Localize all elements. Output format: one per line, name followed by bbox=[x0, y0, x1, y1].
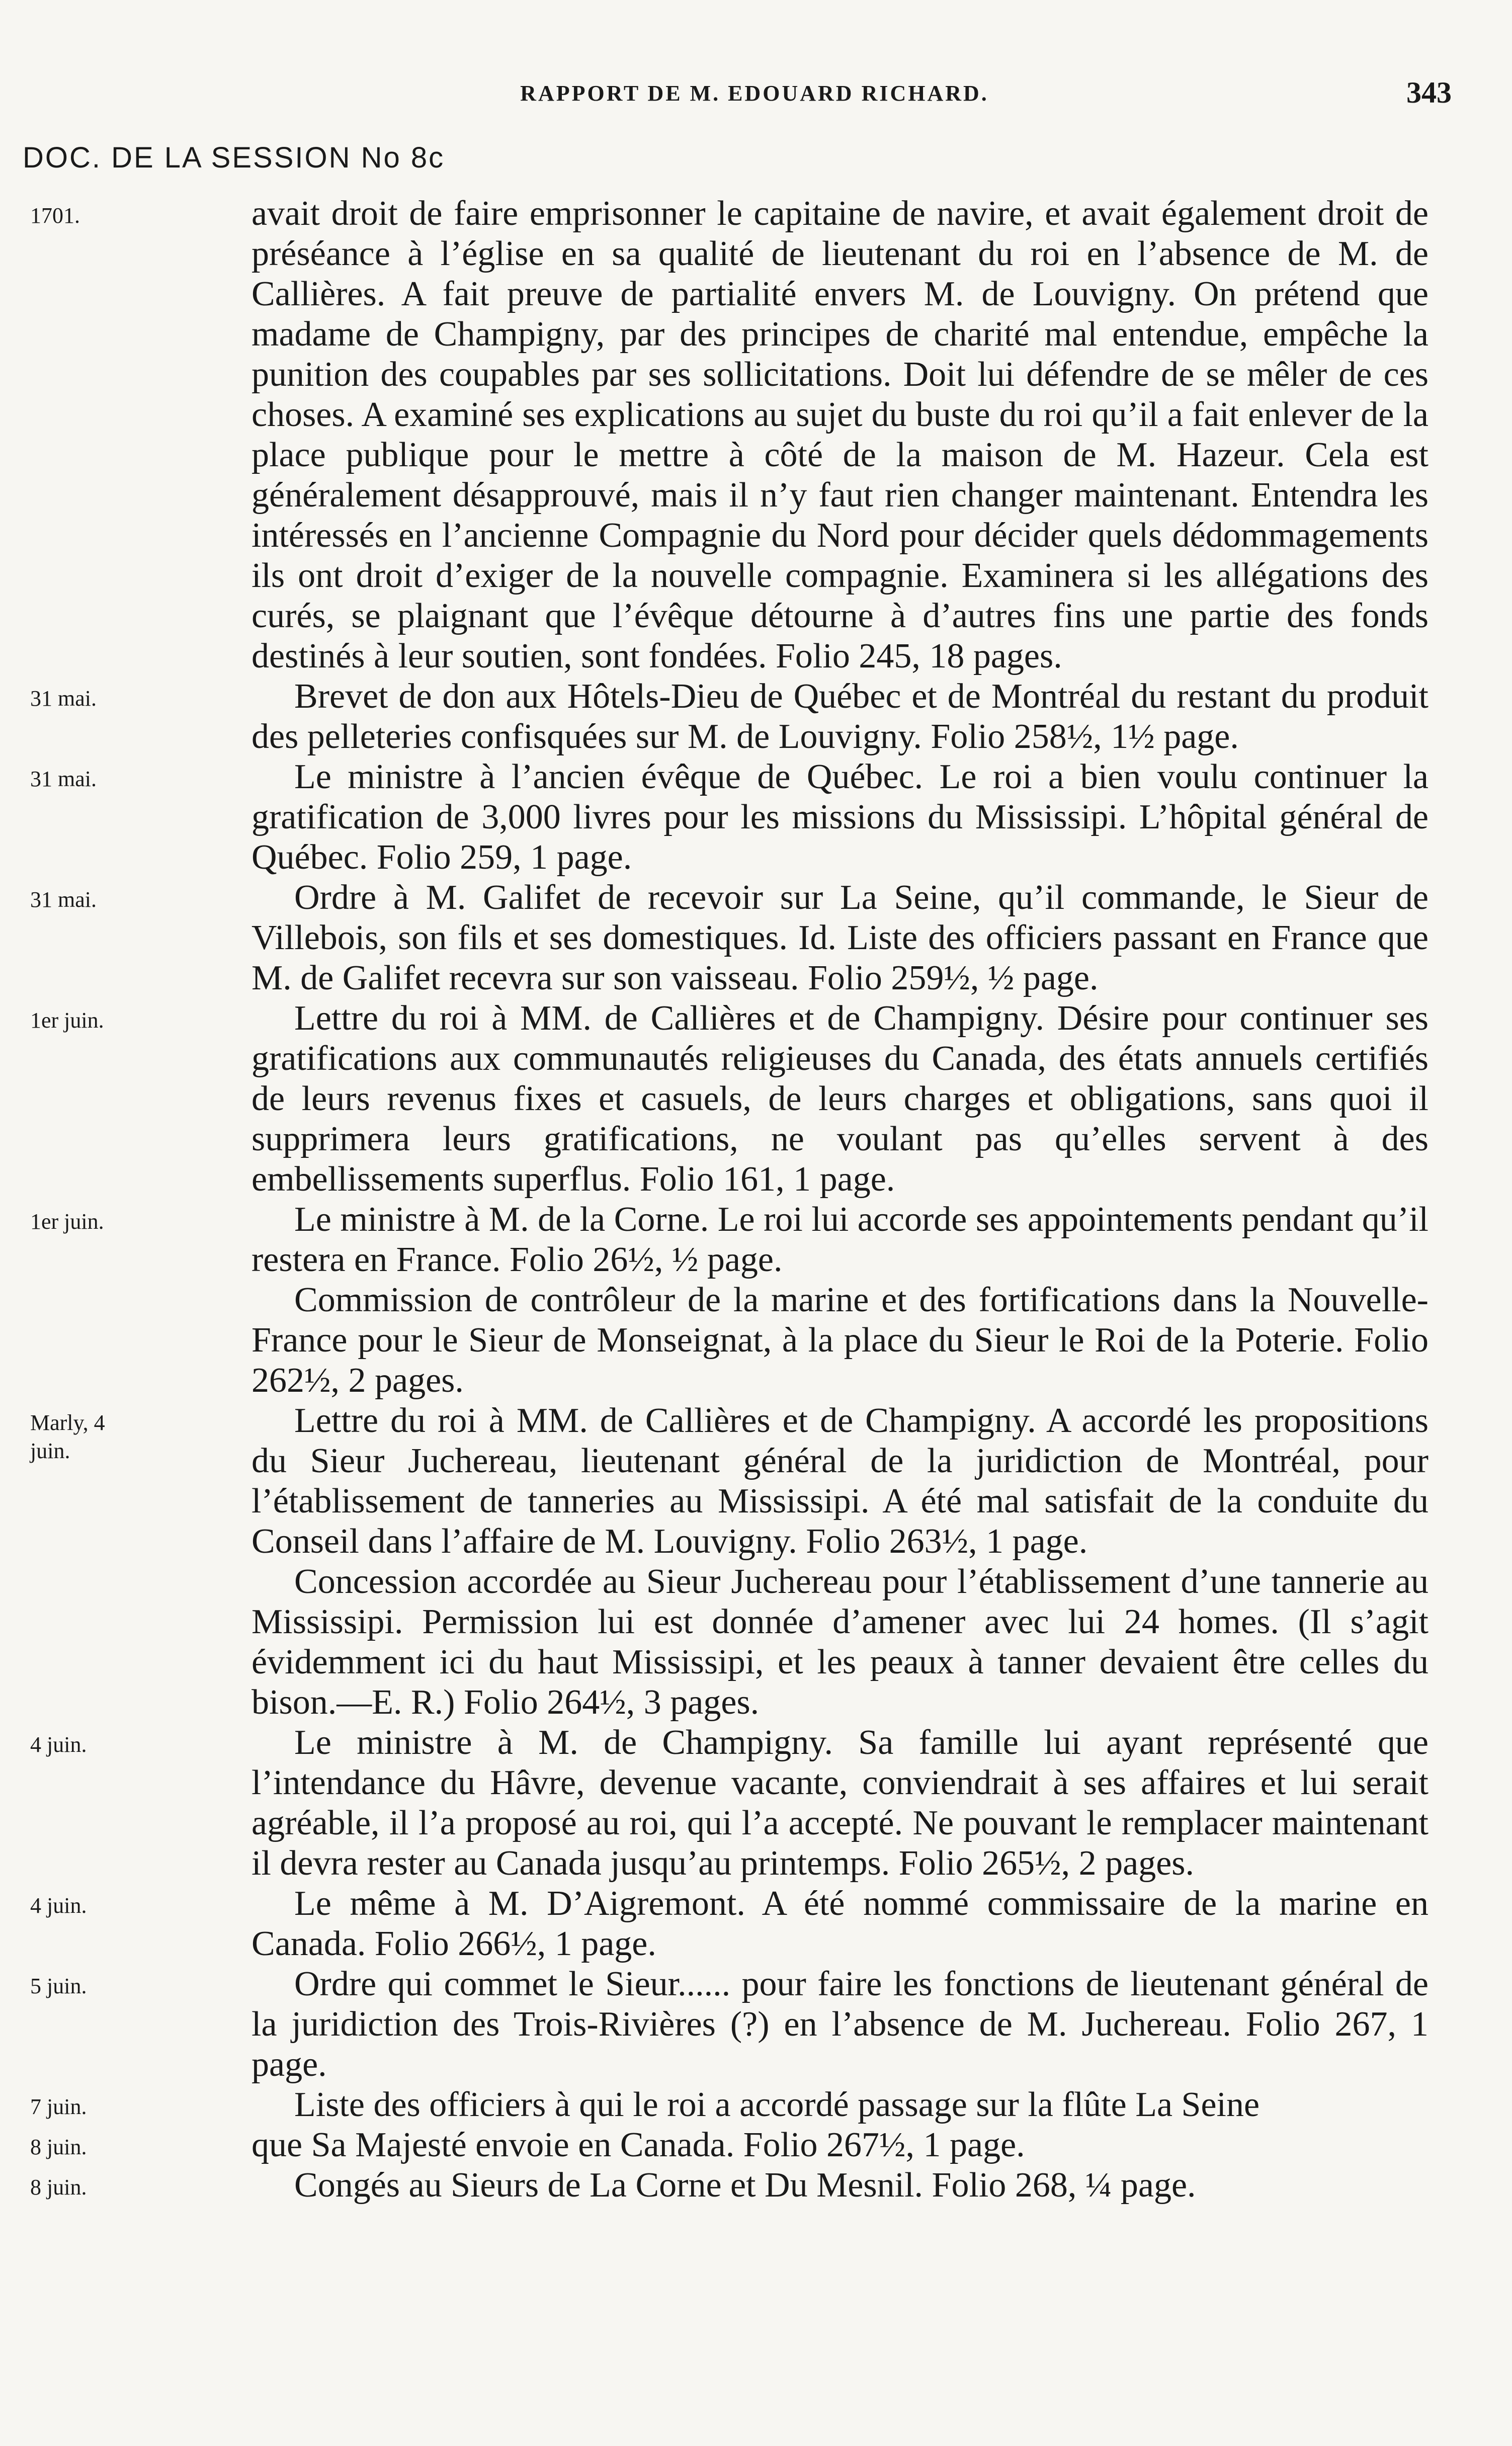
entry-text: Lettre du roi à MM. de Callières et de Champigny. Désire pour continuer ses gratifications aux communautés religieuses du Canada, des états annuels certifiés de leurs revenus fixes et casuels, de leurs charges et obligations, sans quoi il supprimera leurs gratifications, ne voulant pas qu’elles servent à des embellissements superflus. Folio 161, 1 page. bbox=[251, 999, 1429, 1199]
entry-date: 1er juin. bbox=[30, 1209, 104, 1234]
entry-date: Marly, 4 juin. bbox=[30, 1410, 105, 1463]
entry bbox=[30, 2085, 1469, 2125]
entry-text: Ordre à M. Galifet de recevoir sur La Seine, qu’il commande, le Sieur de Villebois, son fils et ses domestiques. Id. Liste des officiers passant en France que M. de Galifet recevra sur son vaisseau. Folio 259½, ½ page. bbox=[251, 878, 1429, 997]
entry-date: 31 mai. bbox=[30, 767, 97, 791]
entry-date: 5 juin. bbox=[30, 1974, 87, 1998]
entry bbox=[30, 1884, 1469, 1964]
running-head: RAPPORT DE M. EDOUARD RICHARD. bbox=[520, 81, 989, 106]
entry-date: 1701. bbox=[30, 203, 80, 228]
entry bbox=[30, 1562, 1469, 1723]
entry-text: Lettre du roi à MM. de Callières et de Champigny. A accordé les propositions du Sieur Juchereau, lieutenant général de la juridiction de Montréal, pour l’établissement de tanneries au Mississipi. A été mal satisfait de la conduite du Conseil dans l’affaire de M. Louvigny. Folio 263½, 1 page. bbox=[251, 1401, 1429, 1561]
entry-text: que Sa Majesté envoie en Canada. Folio 267½, 1 page. bbox=[251, 2126, 1025, 2164]
entry-text: Concession accordée au Sieur Juchereau pour l’établissement d’une tannerie au Mississipi. Permission lui est donnée d’amener avec lui 24 homes. (Il s’agit évidemment ici du haut Mississipi, et les peaux à tanner devaient être celles du bison.—E. R.) Folio 264½, 3 pages. bbox=[251, 1562, 1429, 1722]
entry-text: Liste des officiers à qui le roi a accordé passage sur la flûte La Seine bbox=[294, 2085, 1260, 2124]
entry-date: 1er juin. bbox=[30, 1008, 104, 1033]
entry-date: 4 juin. bbox=[30, 1732, 87, 1757]
entry-text: Le ministre à M. de Champigny. Sa famille lui ayant représenté que l’intendance du Hâvre, devenue vacante, conviendrait à ses affaires et lui serait agréable, il l’a proposé au roi, qui l’a accepté. Ne pouvant le remplacer maintenant il devra rester au Canada jusqu’au printemps. Folio 265½, 2 pages. bbox=[251, 1723, 1429, 1883]
entry bbox=[30, 194, 1469, 677]
session-label: DOC. DE LA SESSION No 8c bbox=[23, 141, 445, 174]
entry-date: 8 juin. bbox=[30, 2135, 87, 2159]
entry bbox=[30, 878, 1469, 998]
entry-text: Le ministre à M. de la Corne. Le roi lui accorde ses appointements pendant qu’il restera en France. Folio 26½, ½ page. bbox=[251, 1200, 1429, 1279]
entry bbox=[30, 1200, 1469, 1280]
entry-date: 8 juin. bbox=[30, 2175, 87, 2200]
entry-text: Ordre qui commet le Sieur...... pour faire les fonctions de lieutenant général de la juridiction des Trois-Rivières (?) en l’absence de M. Juchereau. Folio 267, 1 page. bbox=[251, 1965, 1429, 2084]
entry bbox=[30, 1280, 1469, 1401]
entry-text: Le ministre à l’ancien évêque de Québec. Le roi a bien voulu continuer la gratification de 3,000 livres pour les missions du Mississipi. L’hôpital général de Québec. Folio 259, 1 page. bbox=[251, 757, 1429, 877]
entry-list bbox=[30, 194, 1469, 2206]
entry bbox=[30, 2125, 1469, 2165]
entry-text: Congés au Sieurs de La Corne et Du Mesnil. Folio 268, ¼ page. bbox=[294, 2166, 1196, 2205]
entry-text: avait droit de faire emprisonner le capitaine de navire, et avait également droit de préséance à l’église en sa qualité de lieutenant du roi en l’absence de M. de Callières. A fait preuve de partialité envers M. de Louvigny. On prétend que madame de Champigny, par des principes de charité mal entendue, empêche la punition des coupables par ses sollicitations. Doit lui défendre de se mêler de ces choses. A examiné ses explications au sujet du buste du roi qu’il a fait enlever de la place publique pour le mettre à côté de la maison de M. Hazeur. Cela est généralement désapprouvé, mais il n’y faut rien changer maintenant. Entendra les intéressés en l’ancienne Compagnie du Nord pour décider quels dédommagements ils ont droit d’exiger de la nouvelle compagnie. Examinera si les allégations des curés, se plaignant que l’évêque détourne à d’autres fins une partie des fonds destinés à leur soutien, sont fondées. Folio 245, 18 pages. bbox=[251, 194, 1429, 676]
entry bbox=[30, 1401, 1469, 1562]
entry bbox=[30, 2165, 1469, 2206]
entry-text: Brevet de don aux Hôtels-Dieu de Québec et de Montréal du restant du produit des pelleteries confisquées sur M. de Louvigny. Folio 258½, 1½ page. bbox=[251, 677, 1429, 756]
entry-date: 7 juin. bbox=[30, 2094, 87, 2119]
entry bbox=[30, 677, 1469, 757]
entry-text: Le même à M. D’Aigremont. A été nommé commissaire de la marine en Canada. Folio 266½, 1 page. bbox=[251, 1884, 1429, 1963]
page-number: 343 bbox=[1406, 76, 1452, 109]
entry bbox=[30, 1964, 1469, 2085]
entry-date: 31 mai. bbox=[30, 887, 97, 912]
entry-text: Commission de contrôleur de la marine et des fortifications dans la Nouvelle-France pour le Sieur de Monseignat, à la place du Sieur le Roi de la Poterie. Folio 262½, 2 pages. bbox=[251, 1281, 1429, 1400]
entry bbox=[30, 1723, 1469, 1884]
entry-date: 4 juin. bbox=[30, 1893, 87, 1918]
entry-date: 31 mai. bbox=[30, 686, 97, 711]
entry bbox=[30, 998, 1469, 1200]
entry bbox=[30, 757, 1469, 878]
